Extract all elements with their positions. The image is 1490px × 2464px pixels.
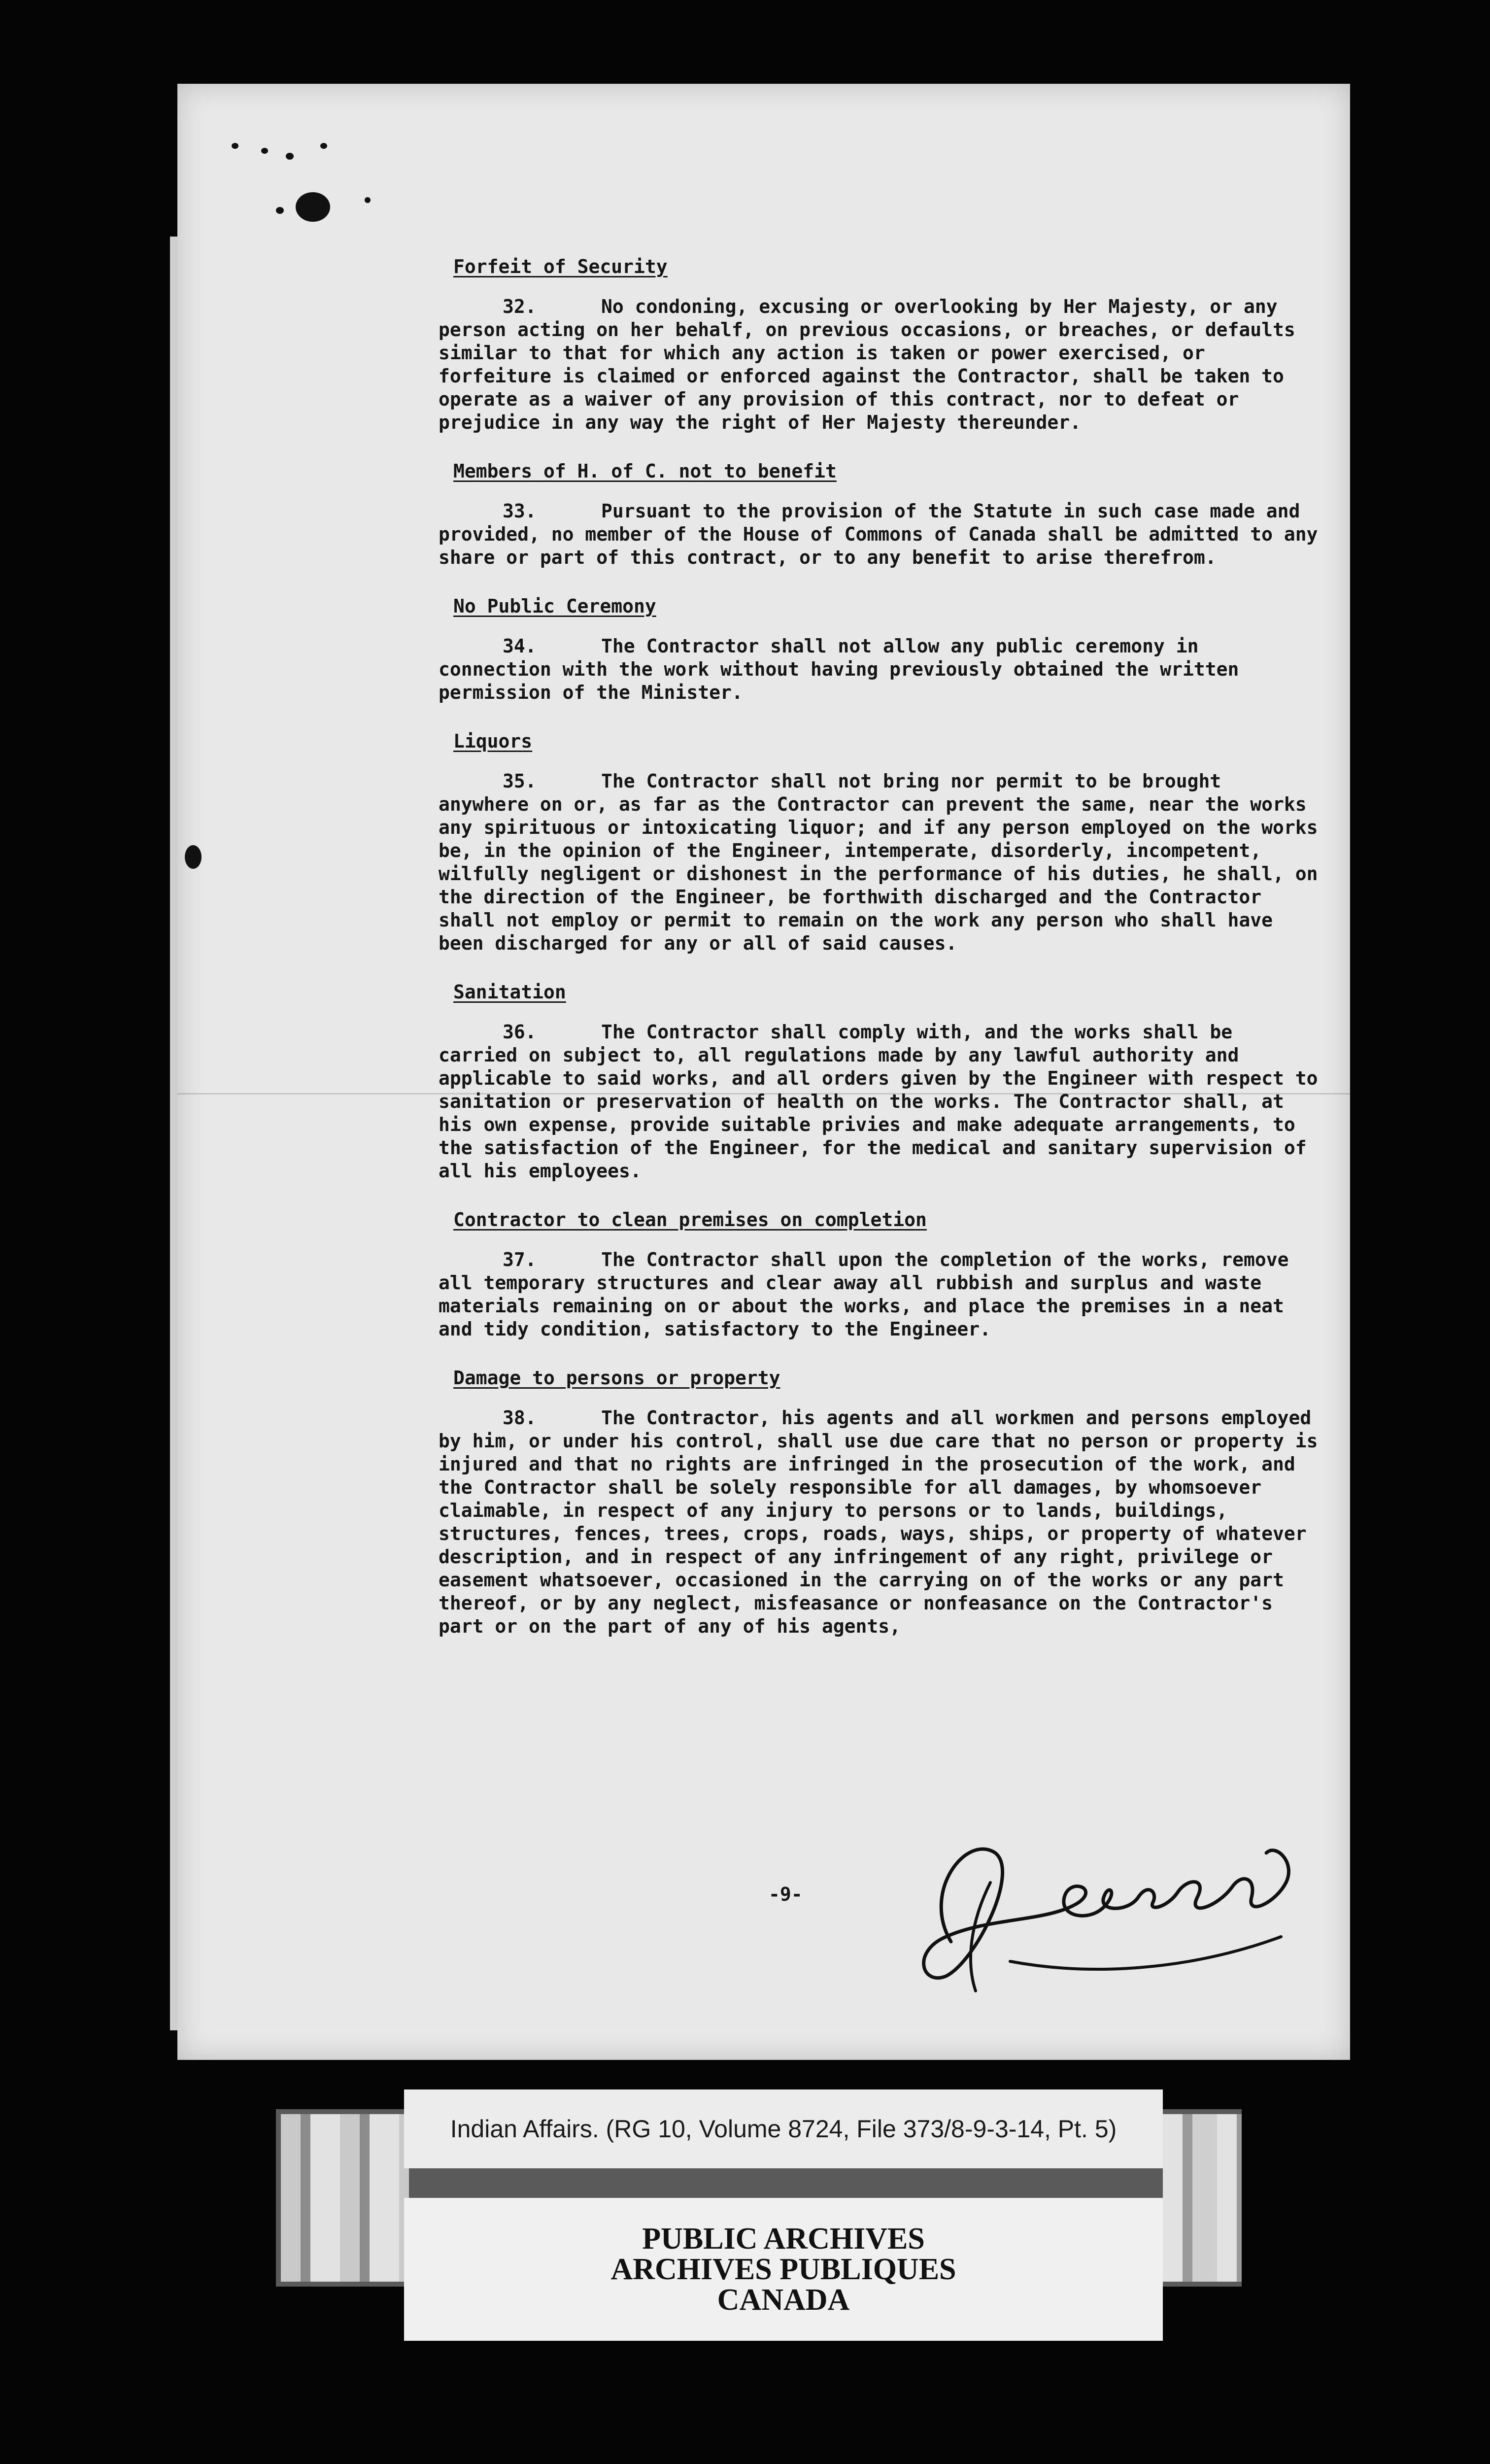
clause-paragraph <box>439 770 1321 955</box>
section-liquors <box>439 716 1321 955</box>
clause-number: 32. <box>503 296 537 317</box>
archive-file-edges-right <box>1163 2114 1242 2282</box>
clause-paragraph <box>439 1406 1321 1638</box>
archive-stamp-card <box>404 2198 1163 2341</box>
clause-paragraph <box>439 1248 1321 1341</box>
archive-name-english: PUBLIC ARCHIVES <box>642 2222 925 2256</box>
clause-text: The Contractor shall upon the completion of the works, remove all temporary structures and clear away all rubbish and surplus and waste materials remaining on or about the works, and place the premises in a neat and tidy condition, satisfactory to the Engineer. <box>439 1249 1289 1340</box>
ink-blot <box>286 153 294 160</box>
section-heading: Sanitation <box>453 981 566 1003</box>
section-heading: Liquors <box>453 730 533 752</box>
section-damage-to-persons-or-property <box>439 1353 1321 1638</box>
clause-paragraph <box>439 1021 1321 1183</box>
ink-blot <box>296 192 330 222</box>
clause-number: 35. <box>503 770 537 792</box>
section-forfeit-of-security <box>439 241 1321 434</box>
clause-paragraph <box>439 635 1321 704</box>
ink-blot <box>232 143 238 149</box>
clause-number: 34. <box>503 635 537 657</box>
document-body <box>439 241 1321 1650</box>
ink-blot <box>185 845 202 869</box>
clause-text: The Contractor shall not allow any public ceremony in connection with the work without having previously obtained the written permission of the Minister. <box>439 635 1239 703</box>
clause-number: 36. <box>503 1021 537 1043</box>
clause-text: Pursuant to the provision of the Statute in such case made and provided, no member of the House of Commons of Canada shall be admitted to any share or part of this contract, or to any benefit to arise therefrom. <box>439 500 1318 568</box>
ink-blot <box>320 143 327 149</box>
section-heading: Forfeit of Security <box>453 256 668 277</box>
clause-paragraph <box>439 295 1321 434</box>
section-no-public-ceremony <box>439 581 1321 704</box>
clause-number: 38. <box>503 1407 537 1429</box>
clause-text: The Contractor shall comply with, and the works shall be carried on subject to, all regulations made by any lawful authority and applicable to said works, and all orders given by the Engineer with respect to sanitation or preservation of health on the works. The Contractor shall, at his own expense, provide suitable privies and make adequate arrangements, to the satisfaction of the Engineer, for the medical and sanitary supervision of all his employees. <box>439 1021 1318 1182</box>
archive-country: CANADA <box>717 2283 850 2317</box>
section-heading: Contractor to clean premises on completion <box>453 1209 927 1231</box>
clause-text: No condoning, excusing or overlooking by Her Majesty, or any person acting on her behalf, on previous occasions, or breaches, or defaults similar to that for which any action is taken or power exercised, or forfeiture is claimed or enforced against the Contractor, shall be taken to operate as a waiver of any provision of this contract, nor to defeat or prejudice in any way the right of Her Majesty thereunder. <box>439 296 1295 433</box>
section-heading: Damage to persons or property <box>453 1367 780 1389</box>
clause-number: 37. <box>503 1249 537 1270</box>
archive-reference-label: Indian Affairs. (RG 10, Volume 8724, File 373/8-9-3-14, Pt. 5) <box>404 2089 1163 2168</box>
section-heading: No Public Ceremony <box>453 595 656 617</box>
ink-blot <box>365 197 371 203</box>
clause-number: 33. <box>503 500 537 522</box>
clause-text: The Contractor, his agents and all workmen and persons employed by him, or under his control, shall use due care that no person or property is injured and that no rights are infringed in the prosecution of the work, and the Contractor shall be solely responsible for all damages, by whomsoever claimable, in respect of any injury to persons or to lands, buildings, structures, fences, trees, crops, roads, ways, ships, or property of whatever description, and in respect of any infringement of any right, privilege or easement whatsoever, occasioned in the carrying on of the works or any part thereof, or by any neglect, misfeasance or nonfeasance on the Contractor's part or on the part of any of his agents, <box>439 1407 1318 1637</box>
clause-paragraph <box>439 500 1321 569</box>
archive-file-edges-left <box>281 2114 409 2282</box>
section-clean-premises <box>439 1195 1321 1341</box>
page-number: -9- <box>769 1883 803 1905</box>
ink-blot <box>276 207 284 214</box>
clause-text: The Contractor shall not bring nor permit to be brought anywhere on or, as far as the Contractor can prevent the same, near the works any spirituous or intoxicating liquor; and if any person employed on the works be, in the opinion of the Engineer, intemperate, disorderly, incompetent, wilfully negligent or dishonest in the performance of his duties, he shall, on the direction of the Engineer, be forthwith discharged and the Contractor shall not employ or permit to remain on the work any person who shall have been discharged for any or all of said causes. <box>439 770 1318 954</box>
section-members-not-to-benefit <box>439 446 1321 569</box>
section-heading: Members of H. of C. not to benefit <box>453 460 837 482</box>
handwritten-signature <box>892 1814 1311 2020</box>
archive-name-french: ARCHIVES PUBLIQUES <box>610 2253 956 2286</box>
section-sanitation <box>439 967 1321 1183</box>
ink-blot <box>261 148 268 154</box>
